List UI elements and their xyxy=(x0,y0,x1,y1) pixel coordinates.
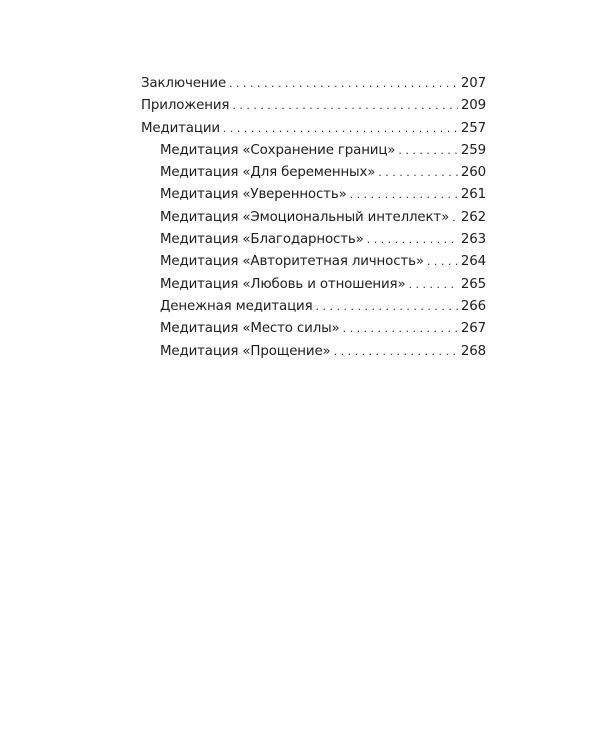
toc-dot-leader xyxy=(223,122,458,135)
toc-entry-title: Медитация «Авторитетная личность» xyxy=(160,254,424,270)
toc-entry-title: Медитация «Сохранение границ» xyxy=(160,142,396,158)
toc-subentry-confidence xyxy=(141,187,486,209)
toc-subentry-love xyxy=(141,277,486,299)
table-of-contents xyxy=(141,76,486,366)
toc-entry-page-number: 267 xyxy=(460,321,486,337)
toc-entry-title: Медитация «Место силы» xyxy=(160,321,340,337)
toc-entry-page-number: 265 xyxy=(460,276,486,292)
toc-entry-title: Медитация «Для беременных» xyxy=(160,165,376,181)
toc-entry-page-number: 268 xyxy=(460,343,486,359)
toc-entry-title: Приложения xyxy=(141,98,230,114)
toc-dot-leader xyxy=(229,77,458,90)
toc-dot-leader xyxy=(398,144,458,157)
toc-entry-page-number: 209 xyxy=(460,98,486,114)
toc-dot-leader xyxy=(232,99,458,112)
toc-entry-conclusion xyxy=(141,76,486,98)
toc-subentry-place-of-power xyxy=(141,321,486,343)
toc-entry-page-number: 207 xyxy=(460,76,486,91)
toc-dot-leader xyxy=(378,166,458,179)
toc-entry-page-number: 266 xyxy=(460,298,486,314)
toc-dot-leader xyxy=(350,188,458,201)
toc-entry-page-number: 263 xyxy=(460,232,486,248)
toc-dot-leader xyxy=(452,211,458,224)
toc-entry-title: Медитация «Любовь и отношения» xyxy=(160,276,406,292)
toc-dot-leader xyxy=(316,300,458,313)
toc-dot-leader xyxy=(367,233,458,246)
toc-subentry-boundaries xyxy=(141,143,486,165)
toc-entry-title: Медитации xyxy=(141,120,220,136)
toc-dot-leader xyxy=(409,278,458,291)
toc-entry-page-number: 260 xyxy=(460,165,486,181)
toc-entry-page-number: 262 xyxy=(460,209,486,225)
toc-subentry-gratitude xyxy=(141,232,486,254)
toc-subentry-emotional-intelligence xyxy=(141,210,486,232)
toc-subentry-pregnant xyxy=(141,165,486,187)
toc-entry-title: Медитация «Благодарность» xyxy=(160,232,364,248)
toc-subentry-forgiveness xyxy=(141,344,486,366)
toc-entry-title: Денежная медитация xyxy=(160,298,313,314)
toc-entry-appendices xyxy=(141,98,486,120)
toc-entry-page-number: 264 xyxy=(460,254,486,270)
toc-dot-leader xyxy=(427,255,458,268)
toc-entry-title: Заключение xyxy=(141,76,227,91)
toc-entry-title: Медитация «Прощение» xyxy=(160,343,331,359)
toc-entry-meditations xyxy=(141,121,486,143)
toc-dot-leader xyxy=(343,322,458,335)
toc-entry-title: Медитация «Уверенность» xyxy=(160,187,347,203)
toc-entry-page-number: 259 xyxy=(460,142,486,158)
toc-entry-page-number: 261 xyxy=(460,187,486,203)
toc-entry-title: Медитация «Эмоциональный интеллект» xyxy=(160,209,450,225)
toc-dot-leader xyxy=(334,345,458,358)
toc-entry-page-number: 257 xyxy=(460,120,486,136)
toc-subentry-money xyxy=(141,299,486,321)
toc-subentry-authority xyxy=(141,254,486,276)
